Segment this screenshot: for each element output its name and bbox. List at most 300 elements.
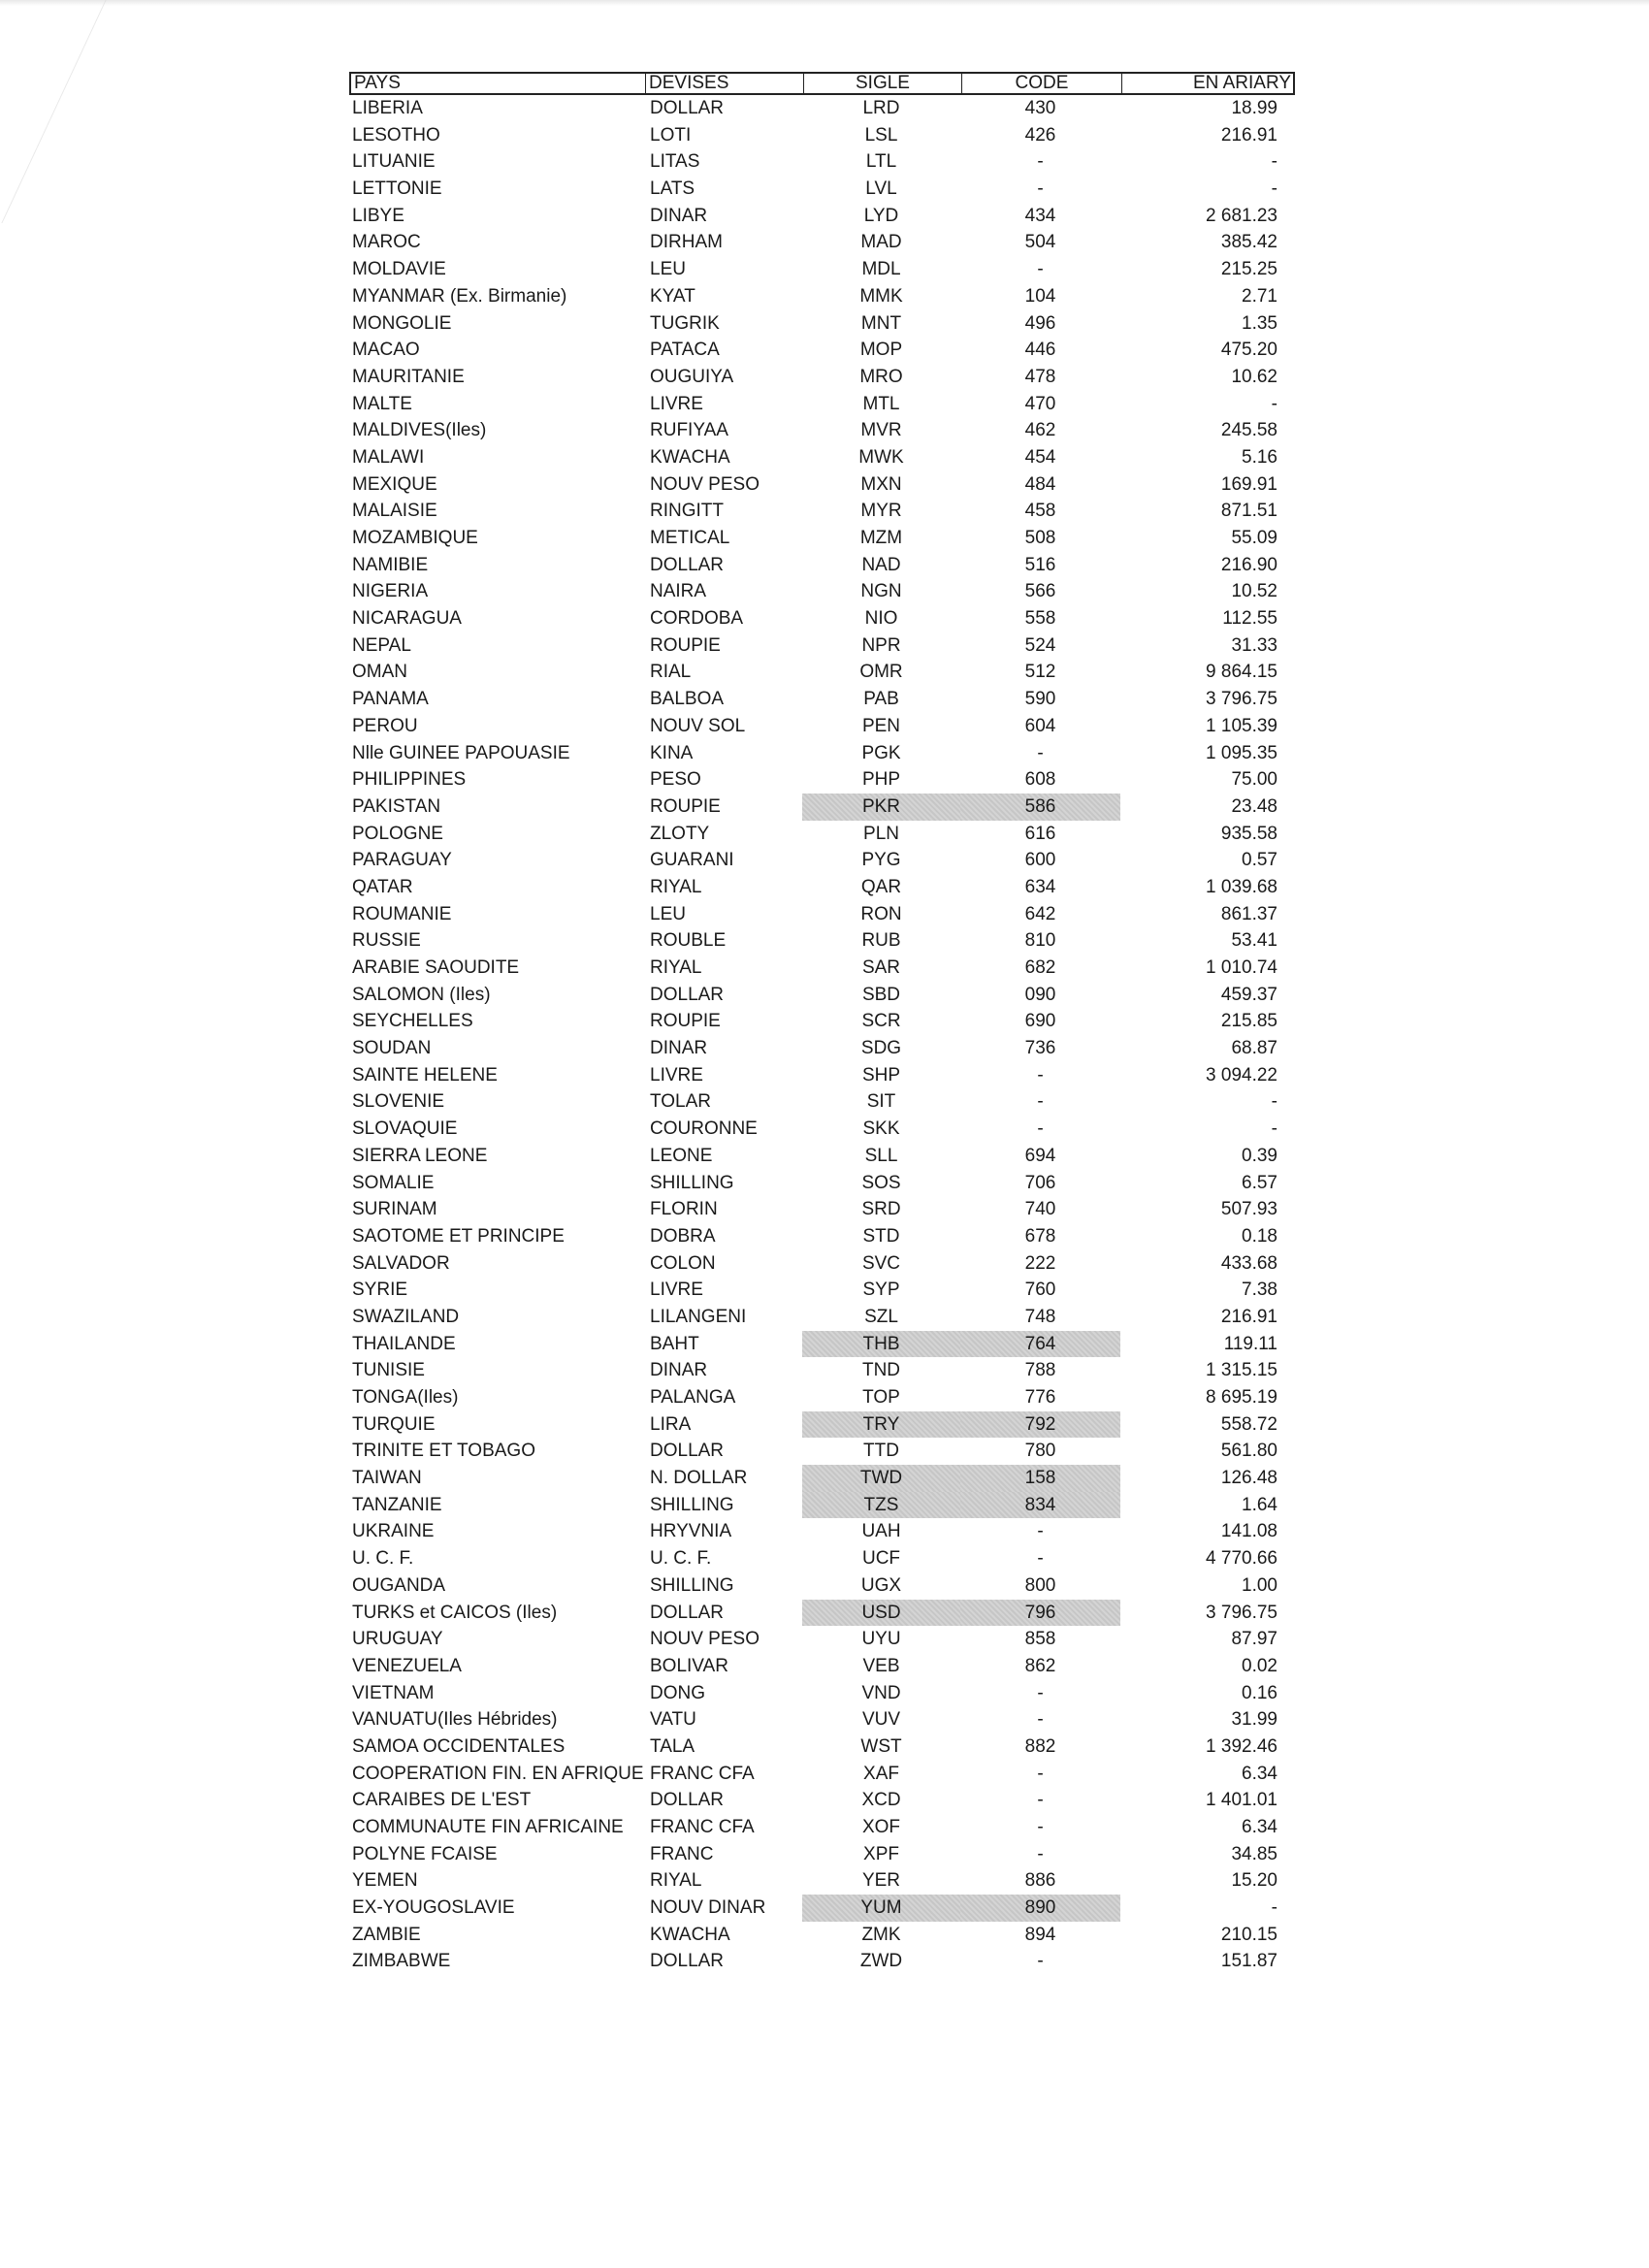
cell-en-ariary: 0.02 bbox=[1242, 1655, 1277, 1676]
table-row bbox=[349, 1518, 1295, 1545]
cell-pays: SOUDAN bbox=[352, 1038, 432, 1059]
cell-en-ariary: 6.34 bbox=[1242, 1763, 1277, 1784]
cell-sigle: NIO bbox=[864, 608, 898, 630]
cell-sigle: XOF bbox=[861, 1817, 901, 1837]
cell-pays: LESOTHO bbox=[352, 124, 440, 146]
cell-code: - bbox=[1037, 1951, 1044, 1972]
cell-pays: LIBYE bbox=[352, 205, 404, 226]
cell-devises: LIVRE bbox=[650, 1280, 703, 1301]
cell-en-ariary: 216.90 bbox=[1220, 554, 1277, 575]
cell-en-ariary: 6.57 bbox=[1242, 1172, 1277, 1193]
cell-sigle: XAF bbox=[863, 1763, 899, 1784]
table-row bbox=[349, 1706, 1295, 1733]
cell-devises: KYAT bbox=[650, 285, 695, 307]
table-row bbox=[349, 310, 1295, 338]
cell-devises: SHILLING bbox=[650, 1574, 734, 1596]
cell-pays: PHILIPPINES bbox=[352, 769, 467, 791]
cell-en-ariary: 935.58 bbox=[1220, 823, 1277, 844]
cell-devises: KWACHA bbox=[650, 446, 730, 468]
cell-pays: MEXIQUE bbox=[352, 473, 437, 495]
cell-devises: ROUPIE bbox=[650, 634, 721, 656]
cell-devises: ROUBLE bbox=[650, 930, 727, 952]
cell-devises: COURONNE bbox=[650, 1118, 758, 1140]
cell-en-ariary: 861.37 bbox=[1220, 903, 1277, 924]
cell-pays: U. C. F. bbox=[352, 1548, 414, 1570]
cell-code: 834 bbox=[960, 1492, 1120, 1519]
cell-en-ariary: 3 094.22 bbox=[1206, 1064, 1277, 1085]
table-row bbox=[349, 148, 1295, 176]
cell-pays: NIGERIA bbox=[352, 581, 429, 602]
cell-sigle: UAH bbox=[861, 1521, 901, 1542]
cell-en-ariary: 151.87 bbox=[1220, 1951, 1277, 1972]
table-row bbox=[349, 821, 1295, 848]
header-sigle: SIGLE bbox=[804, 74, 962, 93]
table-row bbox=[349, 229, 1295, 256]
cell-devises: HRYVNIA bbox=[650, 1521, 732, 1542]
cell-pays: EX-YOUGOSLAVIE bbox=[352, 1897, 515, 1919]
cell-en-ariary: - bbox=[1271, 178, 1277, 200]
cell-sigle: VEB bbox=[862, 1655, 900, 1676]
cell-sigle: MVR bbox=[860, 420, 902, 441]
header-code: CODE bbox=[962, 74, 1122, 93]
cell-devises: ROUPIE bbox=[650, 1011, 721, 1032]
table-row bbox=[349, 740, 1295, 767]
cell-en-ariary: - bbox=[1271, 1118, 1277, 1140]
cell-pays: MONGOLIE bbox=[352, 312, 452, 334]
cell-code: 516 bbox=[1024, 554, 1056, 575]
cell-en-ariary: 10.52 bbox=[1231, 581, 1277, 602]
cell-sigle: MNT bbox=[860, 312, 902, 334]
cell-en-ariary: 245.58 bbox=[1220, 420, 1277, 441]
cell-devises: DOLLAR bbox=[650, 1602, 725, 1623]
cell-sigle: MWK bbox=[858, 446, 904, 468]
table-row bbox=[349, 122, 1295, 149]
cell-pays: ZAMBIE bbox=[352, 1924, 421, 1945]
table-row bbox=[349, 1841, 1295, 1868]
cell-en-ariary: 2 681.23 bbox=[1206, 205, 1277, 226]
cell-pays: TRINITE ET TOBAGO bbox=[352, 1441, 535, 1462]
cell-devises: BOLIVAR bbox=[650, 1655, 728, 1676]
table-row bbox=[349, 1438, 1295, 1465]
cell-pays: TAIWAN bbox=[352, 1468, 422, 1489]
table-row bbox=[349, 632, 1295, 660]
header-pays: PAYS bbox=[351, 74, 646, 93]
cell-pays: SIERRA LEONE bbox=[352, 1145, 488, 1166]
cell-devises: LITAS bbox=[650, 151, 700, 173]
cell-code: 426 bbox=[1024, 124, 1056, 146]
cell-pays: LITUANIE bbox=[352, 151, 436, 173]
cell-sigle: RUB bbox=[861, 930, 901, 952]
cell-code: - bbox=[1037, 742, 1044, 763]
cell-pays: PARAGUAY bbox=[352, 850, 452, 871]
table-row bbox=[349, 794, 1295, 821]
cell-code: 788 bbox=[1024, 1360, 1056, 1381]
cell-sigle: SDG bbox=[860, 1038, 902, 1059]
table-row bbox=[349, 1143, 1295, 1170]
table-row bbox=[349, 1492, 1295, 1519]
cell-code: - bbox=[1037, 1091, 1044, 1113]
cell-sigle: USD bbox=[802, 1600, 960, 1627]
cell-sigle: UYU bbox=[861, 1629, 901, 1650]
cell-sigle: SLL bbox=[864, 1145, 898, 1166]
table-row bbox=[349, 1814, 1295, 1841]
cell-en-ariary: 1 010.74 bbox=[1206, 957, 1277, 978]
cell-sigle: ZWD bbox=[859, 1951, 903, 1972]
table-row bbox=[349, 176, 1295, 203]
cell-pays: OUGANDA bbox=[352, 1574, 446, 1596]
cell-sigle: STD bbox=[862, 1225, 900, 1247]
table-row bbox=[349, 1545, 1295, 1572]
cell-sigle: VUV bbox=[861, 1709, 901, 1731]
cell-sigle: RON bbox=[860, 903, 902, 924]
cell-pays: NICARAGUA bbox=[352, 608, 462, 630]
cell-en-ariary: 561.80 bbox=[1220, 1441, 1277, 1462]
cell-en-ariary: 216.91 bbox=[1220, 1306, 1277, 1327]
cell-sigle: VND bbox=[861, 1682, 901, 1703]
cell-en-ariary: 433.68 bbox=[1220, 1252, 1277, 1274]
cell-code: 558 bbox=[1024, 608, 1056, 630]
table-row bbox=[349, 686, 1295, 713]
cell-en-ariary: 8 695.19 bbox=[1206, 1387, 1277, 1408]
cell-code: 634 bbox=[1024, 876, 1056, 897]
cell-en-ariary: 87.97 bbox=[1231, 1629, 1277, 1650]
cell-en-ariary: 215.85 bbox=[1220, 1011, 1277, 1032]
cell-en-ariary: 31.99 bbox=[1231, 1709, 1277, 1731]
cell-code: - bbox=[1037, 1843, 1044, 1864]
table-row bbox=[349, 927, 1295, 955]
cell-sigle: SAR bbox=[861, 957, 901, 978]
cell-sigle: WST bbox=[860, 1735, 902, 1757]
cell-code: 470 bbox=[1024, 393, 1056, 414]
cell-pays: VANUATU(Iles Hébrides) bbox=[352, 1709, 558, 1731]
cell-sigle: THB bbox=[802, 1331, 960, 1358]
cell-devises: FRANC CFA bbox=[650, 1763, 755, 1784]
cell-pays: VENEZUELA bbox=[352, 1655, 462, 1676]
cell-code: 504 bbox=[1024, 232, 1056, 253]
cell-sigle: TWD bbox=[802, 1465, 960, 1492]
cell-sigle: TND bbox=[861, 1360, 901, 1381]
cell-code: 748 bbox=[1024, 1306, 1056, 1327]
cell-pays: SEYCHELLES bbox=[352, 1011, 473, 1032]
table-row bbox=[349, 1357, 1295, 1384]
cell-pays: SLOVAQUIE bbox=[352, 1118, 458, 1140]
cell-code: 478 bbox=[1024, 366, 1056, 387]
cell-code: 496 bbox=[1024, 312, 1056, 334]
cell-code: 616 bbox=[1024, 823, 1056, 844]
cell-en-ariary: 385.42 bbox=[1220, 232, 1277, 253]
cell-code: 446 bbox=[1024, 340, 1056, 361]
cell-sigle: TZS bbox=[802, 1492, 960, 1519]
cell-code: - bbox=[1037, 1709, 1044, 1731]
table-row bbox=[349, 659, 1295, 686]
header-devises: DEVISES bbox=[646, 74, 804, 93]
cell-sigle: MOP bbox=[859, 340, 903, 361]
cell-devises: ZLOTY bbox=[650, 823, 710, 844]
cell-pays: NAMIBIE bbox=[352, 554, 429, 575]
table-row bbox=[349, 1922, 1295, 1949]
cell-en-ariary: 215.25 bbox=[1220, 259, 1277, 280]
cell-en-ariary: 53.41 bbox=[1231, 930, 1277, 952]
cell-devises: N. DOLLAR bbox=[650, 1468, 748, 1489]
cell-code: - bbox=[1037, 1064, 1044, 1085]
cell-sigle: LVL bbox=[865, 178, 897, 200]
cell-devises: LOTI bbox=[650, 124, 692, 146]
table-row bbox=[349, 901, 1295, 928]
cell-code: - bbox=[1037, 1682, 1044, 1703]
cell-code: - bbox=[1037, 259, 1044, 280]
cell-devises: U. C. F. bbox=[650, 1548, 712, 1570]
cell-sigle: SCR bbox=[861, 1011, 901, 1032]
table-row bbox=[349, 1088, 1295, 1116]
cell-pays: NEPAL bbox=[352, 634, 411, 656]
cell-code: - bbox=[1037, 1521, 1044, 1542]
cell-sigle: SRD bbox=[861, 1199, 901, 1220]
cell-en-ariary: 1 039.68 bbox=[1206, 876, 1277, 897]
cell-devises: DOLLAR bbox=[650, 1790, 725, 1811]
table-row bbox=[349, 364, 1295, 391]
cell-code: 458 bbox=[1024, 501, 1056, 522]
cell-devises: DINAR bbox=[650, 1360, 708, 1381]
cell-en-ariary: 2.71 bbox=[1242, 285, 1277, 307]
cell-devises: FRANC CFA bbox=[650, 1817, 755, 1837]
cell-en-ariary: 75.00 bbox=[1231, 769, 1277, 791]
cell-pays: CARAIBES DE L'EST bbox=[352, 1790, 532, 1811]
cell-sigle: MAD bbox=[860, 232, 902, 253]
cell-sigle: PKR bbox=[802, 794, 960, 821]
cell-pays: POLYNE FCAISE bbox=[352, 1843, 498, 1864]
cell-devises: RUFIYAA bbox=[650, 420, 728, 441]
table-row bbox=[349, 391, 1295, 418]
cell-devises: LIRA bbox=[650, 1413, 692, 1435]
cell-en-ariary: 34.85 bbox=[1231, 1843, 1277, 1864]
cell-pays: SLOVENIE bbox=[352, 1091, 445, 1113]
cell-en-ariary: 459.37 bbox=[1220, 984, 1277, 1005]
cell-en-ariary: 216.91 bbox=[1220, 124, 1277, 146]
cell-sigle: SVC bbox=[861, 1252, 901, 1274]
cell-code: 512 bbox=[1024, 662, 1056, 683]
cell-pays: TURQUIE bbox=[352, 1413, 436, 1435]
cell-sigle: MDL bbox=[861, 259, 901, 280]
cell-devises: KWACHA bbox=[650, 1924, 730, 1945]
cell-devises: NOUV DINAR bbox=[650, 1897, 766, 1919]
cell-code: 090 bbox=[1024, 984, 1056, 1005]
cell-devises: LILANGENI bbox=[650, 1306, 747, 1327]
cell-sigle: MXN bbox=[860, 473, 902, 495]
cell-sigle: PHP bbox=[861, 769, 901, 791]
header-en-ariary: EN ARIARY bbox=[1192, 74, 1291, 93]
cell-devises: PATACA bbox=[650, 340, 720, 361]
cell-sigle: MZM bbox=[859, 528, 903, 548]
table-row bbox=[349, 337, 1295, 364]
cell-code: 524 bbox=[1024, 634, 1056, 656]
cell-pays: COMMUNAUTE FIN AFRICAINE bbox=[352, 1817, 624, 1837]
cell-pays: TANZANIE bbox=[352, 1494, 442, 1515]
cell-code: 694 bbox=[1024, 1145, 1056, 1166]
table-row bbox=[349, 1250, 1295, 1278]
cell-code: 430 bbox=[1024, 98, 1056, 118]
cell-pays: COOPERATION FIN. EN AFRIQUE bbox=[352, 1763, 644, 1784]
cell-devises: KINA bbox=[650, 742, 694, 763]
cell-sigle: LRD bbox=[862, 98, 900, 118]
cell-devises: TOLAR bbox=[650, 1091, 712, 1113]
cell-sigle: NAD bbox=[861, 554, 901, 575]
cell-devises: METICAL bbox=[650, 528, 730, 548]
cell-code: 682 bbox=[1024, 957, 1056, 978]
cell-en-ariary: - bbox=[1271, 151, 1277, 173]
cell-devises: GUARANI bbox=[650, 850, 734, 871]
cell-devises: COLON bbox=[650, 1252, 716, 1274]
cell-sigle: YUM bbox=[802, 1895, 960, 1922]
cell-sigle: LTL bbox=[865, 151, 897, 173]
cell-code: 604 bbox=[1024, 715, 1056, 736]
cell-devises: LATS bbox=[650, 178, 695, 200]
cell-sigle: YER bbox=[861, 1870, 901, 1892]
table-row bbox=[349, 847, 1295, 874]
cell-devises: LIVRE bbox=[650, 1064, 703, 1085]
cell-pays: YEMEN bbox=[352, 1870, 418, 1892]
cell-sigle: XPF bbox=[863, 1843, 899, 1864]
cell-pays: RUSSIE bbox=[352, 930, 421, 952]
cell-sigle: ZMK bbox=[861, 1924, 901, 1945]
cell-devises: LIVRE bbox=[650, 393, 703, 414]
cell-pays: MAROC bbox=[352, 232, 421, 253]
cell-devises: VATU bbox=[650, 1709, 696, 1731]
cell-en-ariary: 68.87 bbox=[1231, 1038, 1277, 1059]
cell-en-ariary: 0.39 bbox=[1242, 1145, 1277, 1166]
cell-pays: SAMOA OCCIDENTALES bbox=[352, 1735, 566, 1757]
table-row bbox=[349, 1761, 1295, 1788]
cell-pays: MALTE bbox=[352, 393, 412, 414]
cell-pays: MACAO bbox=[352, 340, 420, 361]
table-row bbox=[349, 955, 1295, 982]
cell-code: 642 bbox=[1024, 903, 1056, 924]
cell-code: 890 bbox=[960, 1895, 1120, 1922]
cell-code: 566 bbox=[1024, 581, 1056, 602]
cell-code: - bbox=[1037, 1817, 1044, 1837]
table-row bbox=[349, 1411, 1295, 1439]
table-row bbox=[349, 1062, 1295, 1089]
cell-sigle: SBD bbox=[861, 984, 901, 1005]
cell-sigle: MMK bbox=[859, 285, 903, 307]
table-row bbox=[349, 1277, 1295, 1304]
page-fold-mark bbox=[1, 0, 358, 223]
table-row bbox=[349, 1384, 1295, 1411]
table-row bbox=[349, 1948, 1295, 1975]
cell-sigle: LSL bbox=[864, 124, 898, 146]
cell-code: 780 bbox=[1024, 1441, 1056, 1462]
cell-devises: DOBRA bbox=[650, 1225, 716, 1247]
table-row bbox=[349, 1223, 1295, 1250]
table-row bbox=[349, 1465, 1295, 1492]
cell-sigle: LYD bbox=[863, 205, 899, 226]
cell-devises: LEU bbox=[650, 259, 686, 280]
table-row bbox=[349, 95, 1295, 122]
cell-devises: DOLLAR bbox=[650, 554, 725, 575]
cell-en-ariary: 112.55 bbox=[1222, 608, 1277, 630]
cell-devises: RIYAL bbox=[650, 876, 702, 897]
cell-devises: TUGRIK bbox=[650, 312, 720, 334]
cell-devises: DINAR bbox=[650, 1038, 708, 1059]
cell-devises: LEU bbox=[650, 903, 686, 924]
cell-code: 706 bbox=[1024, 1172, 1056, 1193]
cell-code: - bbox=[1037, 1548, 1044, 1570]
cell-devises: DOLLAR bbox=[650, 1951, 725, 1972]
cell-devises: SHILLING bbox=[650, 1172, 734, 1193]
table-row bbox=[349, 605, 1295, 632]
cell-code: - bbox=[1037, 151, 1044, 173]
table-row bbox=[349, 1787, 1295, 1814]
table-row bbox=[349, 1304, 1295, 1331]
cell-pays: SALOMON (Iles) bbox=[352, 984, 491, 1005]
cell-en-ariary: 0.57 bbox=[1242, 850, 1277, 871]
cell-en-ariary: 507.93 bbox=[1220, 1199, 1277, 1220]
cell-en-ariary: 10.62 bbox=[1231, 366, 1277, 387]
table-row bbox=[349, 552, 1295, 579]
cell-en-ariary: - bbox=[1271, 393, 1277, 414]
cell-en-ariary: 5.16 bbox=[1242, 446, 1277, 468]
table-row bbox=[349, 1331, 1295, 1358]
cell-sigle: SHP bbox=[861, 1064, 901, 1085]
cell-pays: UKRAINE bbox=[352, 1521, 435, 1542]
cell-pays: MALAISIE bbox=[352, 501, 437, 522]
cell-code: 600 bbox=[1024, 850, 1056, 871]
cell-sigle: PLN bbox=[863, 823, 899, 844]
cell-en-ariary: 210.15 bbox=[1220, 1924, 1277, 1945]
cell-pays: URUGUAY bbox=[352, 1629, 443, 1650]
table-row bbox=[349, 417, 1295, 444]
table-row bbox=[349, 1626, 1295, 1653]
cell-pays: TUNISIE bbox=[352, 1360, 425, 1381]
table-row bbox=[349, 525, 1295, 552]
cell-en-ariary: 31.33 bbox=[1231, 634, 1277, 656]
cell-sigle: XCD bbox=[861, 1790, 901, 1811]
table-row bbox=[349, 1008, 1295, 1035]
cell-devises: NAIRA bbox=[650, 581, 707, 602]
table-row bbox=[349, 444, 1295, 471]
cell-en-ariary: 1.35 bbox=[1242, 312, 1277, 334]
cell-sigle: TTD bbox=[863, 1441, 899, 1462]
cell-pays: SYRIE bbox=[352, 1280, 408, 1301]
cell-sigle: PGK bbox=[861, 742, 901, 763]
cell-pays: MOZAMBIQUE bbox=[352, 528, 478, 548]
cell-en-ariary: 15.20 bbox=[1231, 1870, 1277, 1892]
cell-sigle: MRO bbox=[859, 366, 903, 387]
cell-devises: SHILLING bbox=[650, 1494, 734, 1515]
cell-pays: SURINAM bbox=[352, 1199, 437, 1220]
cell-devises: FLORIN bbox=[650, 1199, 718, 1220]
cell-devises: NOUV SOL bbox=[650, 715, 746, 736]
cell-code: 586 bbox=[960, 794, 1120, 821]
cell-code: 894 bbox=[1024, 1924, 1056, 1945]
cell-devises: ROUPIE bbox=[650, 795, 721, 817]
cell-code: - bbox=[1037, 178, 1044, 200]
cell-en-ariary: 141.08 bbox=[1220, 1521, 1277, 1542]
cell-sigle: UGX bbox=[860, 1574, 902, 1596]
cell-en-ariary: 871.51 bbox=[1220, 501, 1277, 522]
cell-pays: MALAWI bbox=[352, 446, 425, 468]
cell-en-ariary: 126.48 bbox=[1220, 1468, 1277, 1489]
cell-sigle: SOS bbox=[861, 1172, 901, 1193]
cell-devises: RIAL bbox=[650, 662, 692, 683]
cell-code: 810 bbox=[1024, 930, 1056, 952]
cell-code: 886 bbox=[1024, 1870, 1056, 1892]
cell-pays: THAILANDE bbox=[352, 1333, 456, 1354]
cell-code: 736 bbox=[1024, 1038, 1056, 1059]
cell-en-ariary: 1 392.46 bbox=[1206, 1735, 1277, 1757]
cell-en-ariary: 0.18 bbox=[1242, 1225, 1277, 1247]
cell-sigle: SYP bbox=[862, 1280, 900, 1301]
cell-en-ariary: 55.09 bbox=[1231, 528, 1277, 548]
